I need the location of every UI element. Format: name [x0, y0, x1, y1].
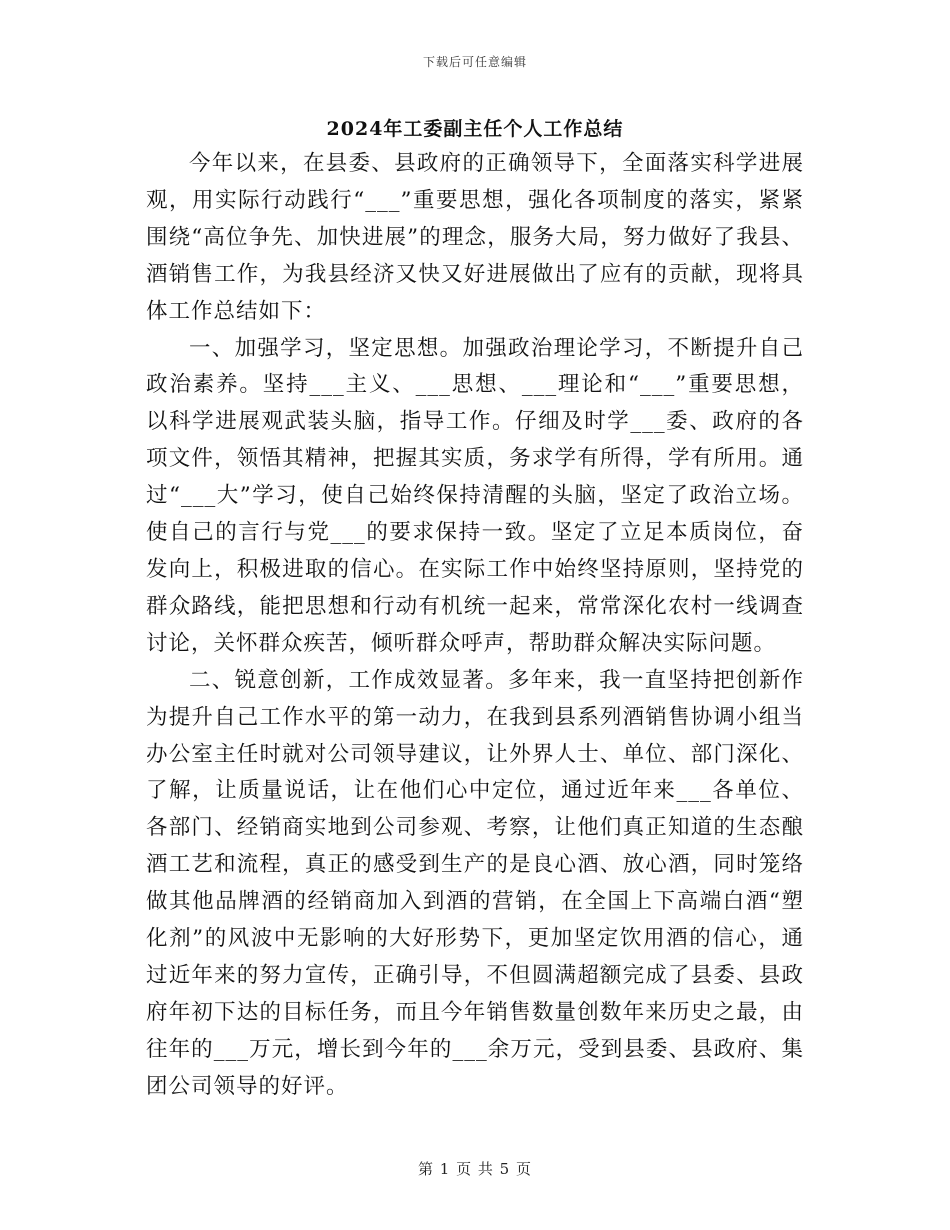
header-note: 下载后可任意编辑 — [422, 55, 527, 69]
document-title: 2024年工委副主任个人工作总结 — [326, 118, 624, 140]
paragraph-section-1: 一、加强学习，坚定思想。加强政治理论学习，不断提升自己政治素养。坚持___主义、___思想、___理论和“___”重要思想，以科学进展观武装头脑，指导工作。仔细及时学___委、政府的各项文件，领悟其精神，把握其实质，务求学有所得，学有所用。通过“___大”学习，使自己始终保持清醒的头脑，坚定了政治立场。使自己的言行与党___的要求保持一致。坚定了立足本质岗位，奋发向上，积极进取的信心。在实际工作中始终坚持原则，坚持党的群众路线，能把思想和行动有机统一起来，常常深化农村一线调查讨论，关怀群众疾苦，倾听群众呼声，帮助群众解决实际问题。 — [146, 335, 804, 656]
paragraph-section-2: 二、锐意创新，工作成效显著。多年来，我一直坚持把创新作为提升自己工作水平的第一动力，在我到县系列酒销售协调小组当办公室主任时就对公司领导建议，让外界人士、单位、部门深化、了解，让质量说话，让在他们心中定位，通过近年来___各单位、各部门、经销商实地到公司参观、考察，让他们真正知道的生态酿酒工艺和流程，真正的感受到生产的是良心酒、放心酒，同时笼络做其他品牌酒的经销商加入到酒的营销，在全国上下高端白酒“塑化剂”的风波中无影响的大好形势下，更加坚定饮用酒的信心，通过近年来的努力宣传，正确引导，不但圆满超额完成了县委、县政府年初下达的目标任务，而且今年销售数量创数年来历史之最，由往年的___万元，增长到今年的___余万元，受到县委、县政府、集团公司领导的好评。 — [146, 667, 804, 1099]
paragraph-intro: 今年以来，在县委、县政府的正确领导下，全面落实科学进展观，用实际行动践行“___”重要思想，强化各项制度的落实，紧紧围绕“高位争先、加快进展”的理念，服务大局，努力做好了我县、酒销售工作，为我县经济又快又好进展做出了应有的贡献，现将具体工作总结如下： — [146, 151, 804, 324]
page-number: 第 1 页 共 5 页 — [418, 1160, 532, 1178]
document-body — [146, 146, 804, 1106]
